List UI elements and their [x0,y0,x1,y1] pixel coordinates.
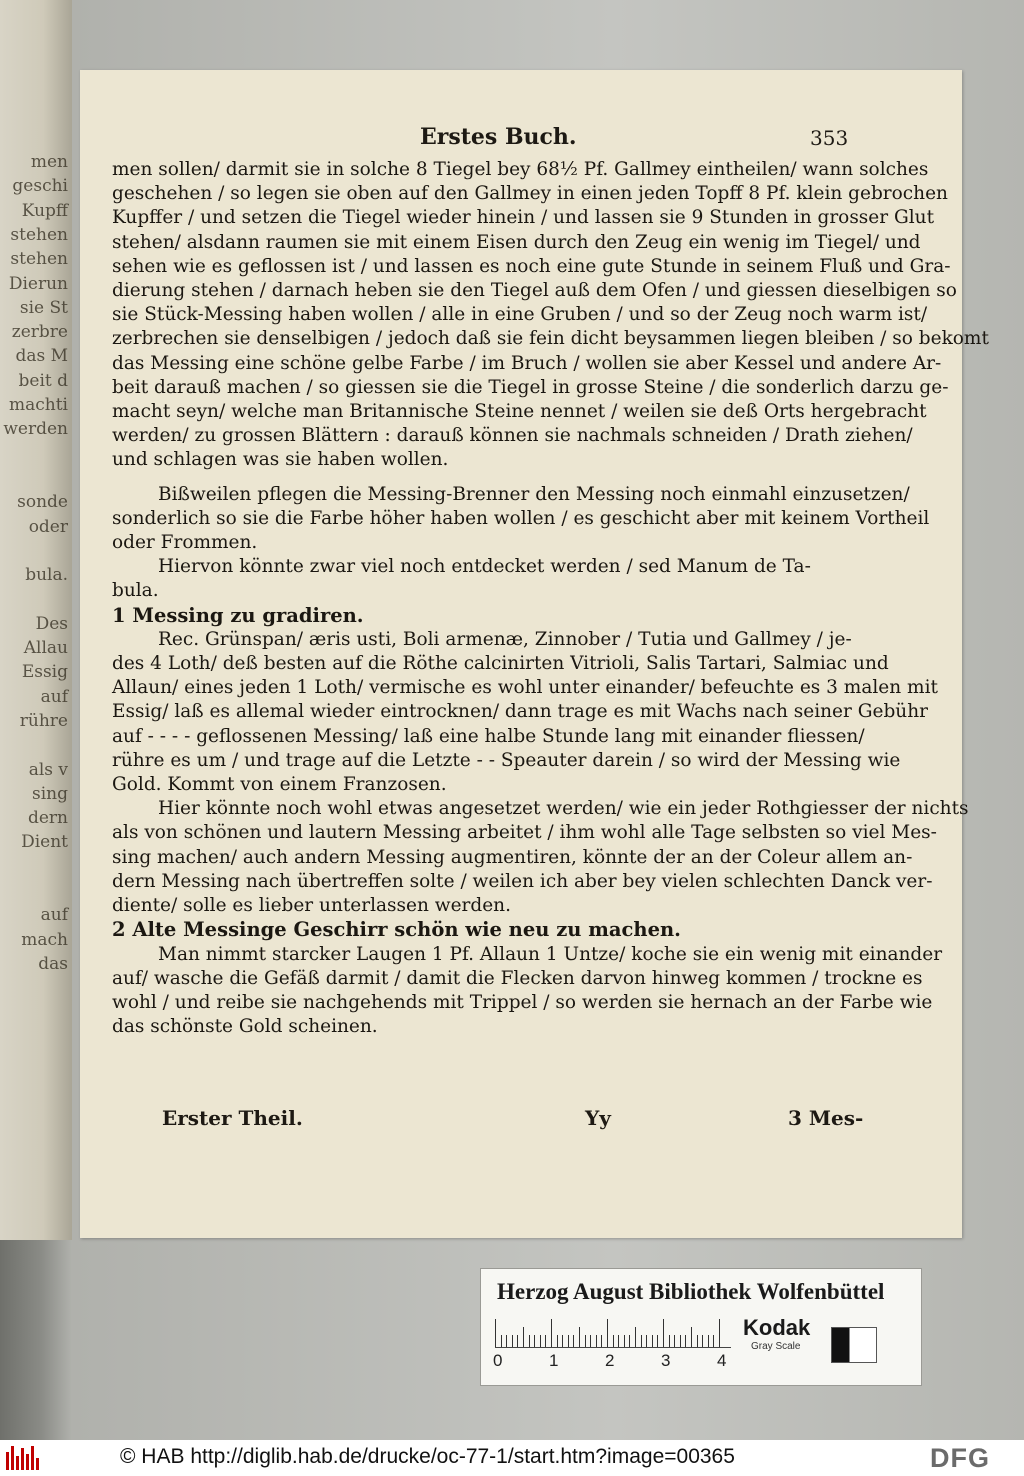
ruler-tick [691,1327,692,1347]
left-page-fragment: sie St [19,297,68,318]
ruler-tick [506,1335,507,1347]
text-line: auf/ wasche die Gefäß darmit / damit die Flecken darvon hinweg kommen / trockne es [112,967,923,989]
ruler-tick [629,1335,630,1347]
text-line: als von schönen und lautern Messing arbeitet / ihm wohl alle Tage selbsten so viel Mes- [112,822,937,844]
institution-name: Herzog August Bibliothek Wolfenbüttel [497,1279,885,1304]
ruler-tick [669,1335,670,1347]
paragraph [112,797,969,918]
left-page-fragment: Des [35,613,68,634]
catchword: 3 Mes- [788,1106,864,1130]
ruler-tick [601,1335,602,1347]
gray-scale-label: Gray Scale [751,1341,801,1352]
ruler-tick [501,1335,502,1347]
ruler-tick [719,1319,720,1347]
ruler-tick [607,1319,608,1347]
text-line: sonderlich so sie die Farbe höher haben wollen / es geschicht aber mit keinem Vortheil [112,507,930,529]
ruler-number: 4 [717,1351,727,1370]
ruler-tick [657,1335,658,1347]
text-line: werden/ zu grossen Blättern : darauß können sie nachmals schneiden / Drath ziehen/ [112,425,913,447]
text-line: das Messing eine schöne gelbe Farbe / im Bruch / wollen sie aber Kessel und andere Ar- [112,352,942,374]
ruler-tick [512,1335,513,1347]
text-line: stehen/ alsdann raumen sie mit einem Eisen durch den Zeug ein wenig im Tiegel/ und [112,231,921,253]
library-color-card [480,1268,922,1386]
footer-bar [0,1440,1024,1476]
paragraph [112,555,854,603]
text-line: oder Frommen. [112,532,258,554]
ruler-tick [713,1335,714,1347]
left-page-fragment: Kupff [21,200,68,221]
section-heading: 1 Messing zu gradiren. [112,603,364,627]
hab-barcode-icon [6,1446,40,1470]
text-line: sie Stück-Messing haben wollen / alle in eine Gruben / und so der Zeug noch warm ist/ [112,304,928,326]
left-page-fragment: beit d [18,370,68,391]
text-line: men sollen/ darmit sie in solche 8 Tiegel bey 68½ Pf. Gallmey eintheilen/ wann solches [112,159,929,180]
text-line: Gold. Kommt von einem Franzosen. [112,774,447,796]
ruler-tick [551,1319,552,1347]
text-line: bula. [112,580,159,602]
gray-scale-patch [831,1327,877,1363]
ruler-tick [635,1327,636,1347]
scale-ruler [495,1317,731,1348]
left-page-fragment: stehen [10,224,68,245]
page-number: 353 [810,126,849,150]
left-page-fragment: sing [32,783,68,804]
text-line: des 4 Loth/ deß besten auf die Röthe calcinirten Vitrioli, Salis Tartari, Salmiac und [112,653,889,675]
ruler-number: 0 [493,1351,503,1370]
ruler-tick [585,1335,586,1347]
text-line: dern Messing nach übertreffen solte / weilen ich aber bey vielen schlechten Danck ver- [112,870,933,892]
ruler-tick [495,1319,496,1347]
left-page-fragment: men [30,152,68,172]
text-line: Allaun/ eines jeden 1 Loth/ vermische es wohl unter einander/ befeuchte es 3 malen mit [112,677,938,699]
ruler-tick [573,1335,574,1347]
text-line: Man nimmt starcker Laugen 1 Pf. Allaun 1 Untze/ koche sie ein wenig mit einander [158,943,943,965]
section-heading: 2 Alte Messinge Geschirr schön wie neu zu machen. [112,918,681,942]
left-page-fragment: auf [40,686,68,707]
left-page-fragment: zerbre [11,322,68,343]
dfg-logo: DFG [930,1443,990,1473]
ruler-tick [590,1335,591,1347]
left-page-fragment: geschi [12,176,68,197]
left-page-fragment: Allau [23,638,68,658]
text-line: zerbrechen sie denselbigen / jedoch daß sie fein dicht beysammen liegen bleiben / so bekomt [112,328,989,350]
left-page-fragment: Dient [21,832,68,853]
ruler-tick [613,1335,614,1347]
left-page-fragment: stehen [10,249,68,270]
text-line: macht seyn/ welche man Britannische Steine nennet / weilen sie deß Orts hergebracht [112,401,927,423]
copyright-link[interactable]: © HAB http://diglib.hab.de/drucke/oc-77-1/start.htm?image=00365 [120,1445,735,1468]
left-page-fragment: sonde [17,492,68,513]
ruler-tick [579,1327,580,1347]
book-page [80,70,989,1238]
ruler-tick [568,1335,569,1347]
text-line: Bißweilen pflegen die Messing-Brenner den Messing noch einmahl einzusetzen/ [158,483,910,505]
left-page-fragment: machti [9,395,68,415]
text-line: Rec. Grünspan/ æris usti, Boli armenæ, Zinnober / Tutia und Gallmey / je- [158,628,852,650]
left-page-fragment: als v [28,759,68,780]
ruler-tick [702,1335,703,1347]
text-line: auf - - - - geflossenen Messing/ laß eine halbe Stunde lang mit einander fliessen/ [112,725,865,747]
ruler-tick [663,1319,664,1347]
text-line: rühre es um / und trage auf die Letzte - - Speauter darein / so wird der Messing wie [112,749,901,771]
ruler-tick [708,1335,709,1347]
signature-left: Erster Theil. [162,1106,303,1130]
running-title: Erstes Buch. [420,124,577,150]
text-line: wohl / und reibe sie nachgehends mit Trippel / so werden sie hernach an der Farbe wie [112,991,933,1013]
left-page-fragment: rühre [19,710,68,731]
ruler-tick [534,1335,535,1347]
left-page-fragment: das M [15,346,68,367]
left-page-fragment: das [38,953,68,974]
left-page-fragment: Dierun [8,273,68,294]
paragraph [112,628,938,797]
ruler-tick [596,1335,597,1347]
text-line: dierung stehen / darnach heben sie den Tiegel auß dem Ofen / und giessen dieselbigen so [112,280,957,302]
left-page-fragment: oder [28,516,68,537]
ruler-tick [517,1335,518,1347]
left-page-fragment: werden [3,419,68,440]
text-line: und schlagen was sie haben wollen. [112,449,449,471]
text-line: beit darauß machen / so giessen sie die Tiegel in grosse Steine / die sonderlich darzu ge- [112,376,949,398]
ruler-tick [674,1335,675,1347]
paragraph [112,943,943,1040]
ruler-tick [641,1335,642,1347]
text-line: sing machen/ auch andern Messing augmentiren, könnte der an der Coleur allem an- [112,846,913,868]
text-line: das schönste Gold scheinen. [112,1016,378,1038]
text-line: sehen wie es geflossen ist / und lassen es noch eine gute Stunde in seinem Fluß und Gra- [112,255,951,277]
ruler-tick [523,1327,524,1347]
ruler-tick [545,1335,546,1347]
ruler-tick [540,1335,541,1347]
left-page-fragment: auf [40,905,68,926]
ruler-tick [562,1335,563,1347]
ruler-tick [697,1335,698,1347]
paragraph [112,158,989,473]
ruler-number: 1 [549,1351,559,1370]
signature-mark: Yy [585,1106,611,1130]
text-line: Hiervon könnte zwar viel noch entdecket werden / sed Manum de Ta- [158,556,811,578]
ruler-tick [618,1335,619,1347]
page-body [112,158,989,1039]
paragraph [112,483,930,556]
ruler-tick [624,1335,625,1347]
ruler-tick [529,1335,530,1347]
ruler-tick [680,1335,681,1347]
text-line: Hier könnte noch wohl etwas angesetzet werden/ wie ein jeder Rothgiesser der nichts [158,798,969,820]
ruler-number: 3 [661,1351,671,1370]
ruler-tick [685,1335,686,1347]
left-page-fragment: mach [21,929,68,950]
kodak-logo: Kodak [743,1315,811,1340]
text-line: Kupffer / und setzen die Tiegel wieder hinein / und lassen sie 9 Stunden in grosser Glut [112,207,935,229]
left-page-fragment: dern [27,808,68,829]
ruler-tick [646,1335,647,1347]
ruler-tick [652,1335,653,1347]
ruler-number: 2 [605,1351,615,1370]
text-line: geschehen / so legen sie oben auf den Gallmey in einen jeden Topff 8 Pf. klein gebrochen [112,183,948,205]
text-line: diente/ solle es lieber unterlassen werden. [112,895,511,917]
text-line: Essig/ laß es allemal wieder eintrocknen/ dann trage es mit Wachs nach seiner Gebühr [112,701,928,723]
left-page-fragment: Essig [21,662,68,683]
ruler-tick [557,1335,558,1347]
left-page-fragment: bula. [25,565,68,586]
left-facing-page [0,0,72,1240]
